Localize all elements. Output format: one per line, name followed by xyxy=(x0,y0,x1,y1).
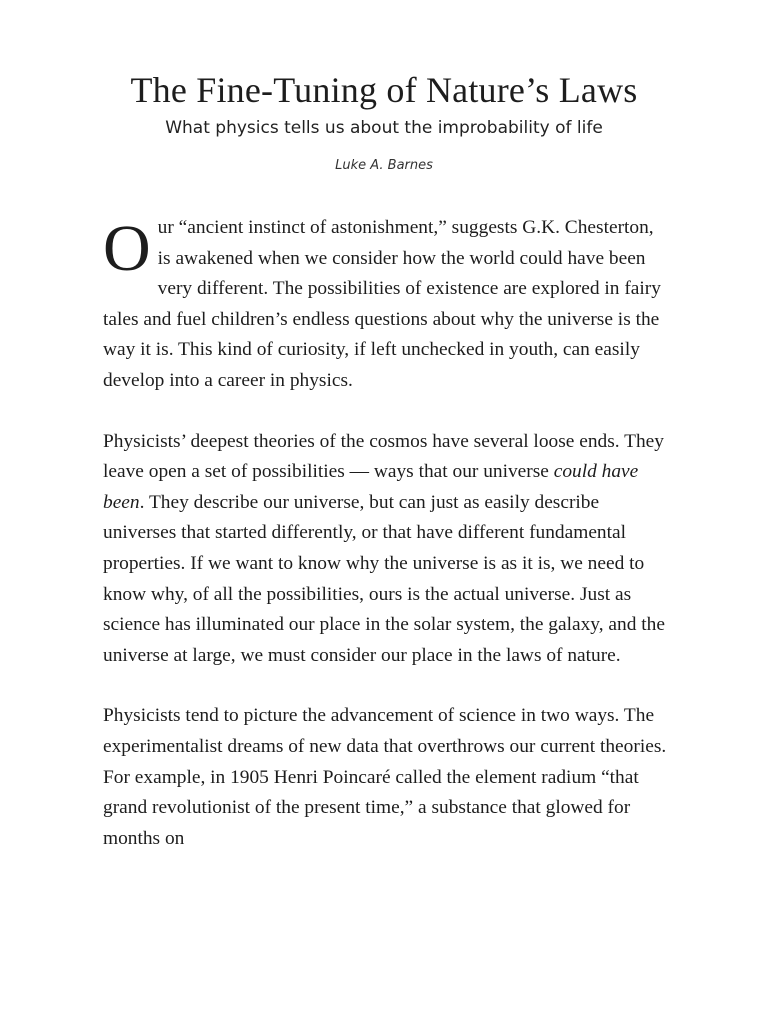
article-subtitle: What physics tells us about the improbability of life xyxy=(165,118,603,138)
paragraph-2-emphasis: could have been xyxy=(103,461,639,513)
article-author: Luke A. Barnes xyxy=(335,158,433,173)
paragraph-3-text: Physicists tend to picture the advancement of science in two ways. The experimentalist dreams of new data that overthrows our current theories. For example, in 1905 Henri Poincaré called the element radium “that grand revolutionist of the present time,” a substance that glowed for months on xyxy=(103,705,667,849)
drop-cap: O xyxy=(103,212,151,285)
paragraph-2 xyxy=(103,427,669,672)
article-body xyxy=(103,213,669,884)
paragraph-1-text: ur “ancient instinct of astonishment,” suggests G.K. Chesterton, is awakened when we consider how the world could have been very different. The possibilities of existence are explored in fairy tales and fuel children’s endless questions about why the universe is the way it is. This kind of curiosity, if left unchecked in youth, can easily develop into a career in physics. xyxy=(103,217,661,391)
paragraph-1 xyxy=(103,213,669,397)
article-title: The Fine-Tuning of Nature’s Laws xyxy=(130,70,638,110)
paragraph-3 xyxy=(103,701,669,854)
paragraph-2-text-after: . They describe our universe, but can just as easily describe universes that started differently, or that have different fundamental properties. If we want to know why the universe is as it is, we need to know why, of all the possibilities, ours is the actual universe. Just as science has illuminated our place in the solar system, the galaxy, and the universe at large, we must consider our place in the laws of nature. xyxy=(103,491,665,666)
paragraph-2-text-before: Physicists’ deepest theories of the cosmos have several loose ends. They leave open a set of possibilities — ways that our universe xyxy=(103,430,664,483)
